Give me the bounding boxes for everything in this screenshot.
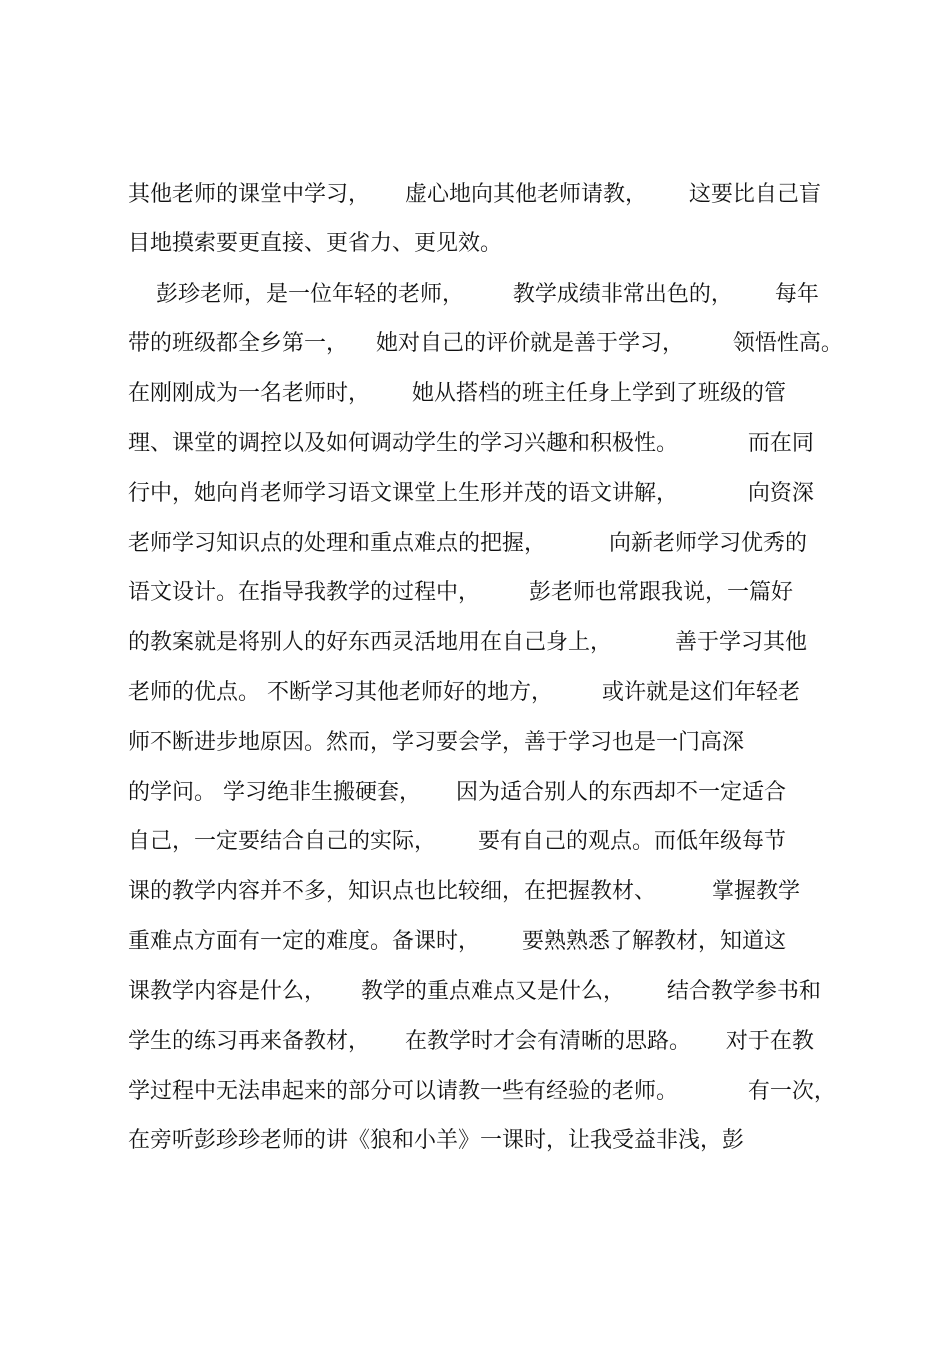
text-line: 学生的练习再来备教材， 在教学时才会有清晰的思路。 对于在教	[128, 1029, 814, 1054]
text-line: 目地摸索要更直接、更省力、更见效。	[128, 231, 503, 256]
text-line: 老师的优点。 不断学习其他老师好的地方， 或许就是这们年轻老	[128, 680, 800, 705]
text-line: 理、课堂的调控以及如何调动学生的学习兴趣和积极性。 而在同	[128, 431, 814, 456]
text-line: 重难点方面有一定的难度。备课时， 要熟熟悉了解教材，知道这	[128, 929, 786, 954]
text-line: 的教案就是将别人的好东西灵活地用在自己身上， 善于学习其他	[128, 630, 807, 655]
text-line: 带的班级都全乡第一， 她对自己的评价就是善于学习， 领悟性高。	[128, 331, 843, 356]
text-line: 在刚刚成为一名老师时， 她从搭档的班主任身上学到了班级的管	[128, 381, 786, 406]
text-line: 自己，一定要结合自己的实际， 要有自己的观点。而低年级每节	[128, 829, 786, 854]
text-line: 在旁听彭珍珍老师的讲《狼和小羊》一课时，让我受益非浅，彭	[128, 1128, 745, 1153]
text-line: 彭珍老师，是一位年轻的老师， 教学成绩非常出色的， 每年	[128, 282, 819, 307]
text-line: 其他老师的课堂中学习， 虚心地向其他老师请教， 这要比自己盲	[128, 182, 821, 207]
text-line: 课的教学内容并不多，知识点也比较细，在把握教材、 掌握教学	[128, 879, 800, 904]
text-line: 师不断进步地原因。然而，学习要会学，善于学习也是一门高深	[128, 730, 745, 755]
text-line: 课教学内容是什么， 教学的重点难点又是什么， 结合教学参书和	[128, 979, 821, 1004]
text-line: 语文设计。在指导我教学的过程中， 彭老师也常跟我说，一篇好	[128, 580, 793, 605]
text-line: 行中，她向肖老师学习语文课堂上生形并茂的语文讲解， 向资深	[128, 481, 814, 506]
text-line: 老师学习知识点的处理和重点难点的把握， 向新老师学习优秀的	[128, 531, 807, 556]
text-line: 的学问。 学习绝非生搬硬套， 因为适合别人的东西却不一定适合	[128, 780, 786, 805]
text-line: 学过程中无法串起来的部分可以请教一些有经验的老师。 有一次，	[128, 1079, 836, 1104]
